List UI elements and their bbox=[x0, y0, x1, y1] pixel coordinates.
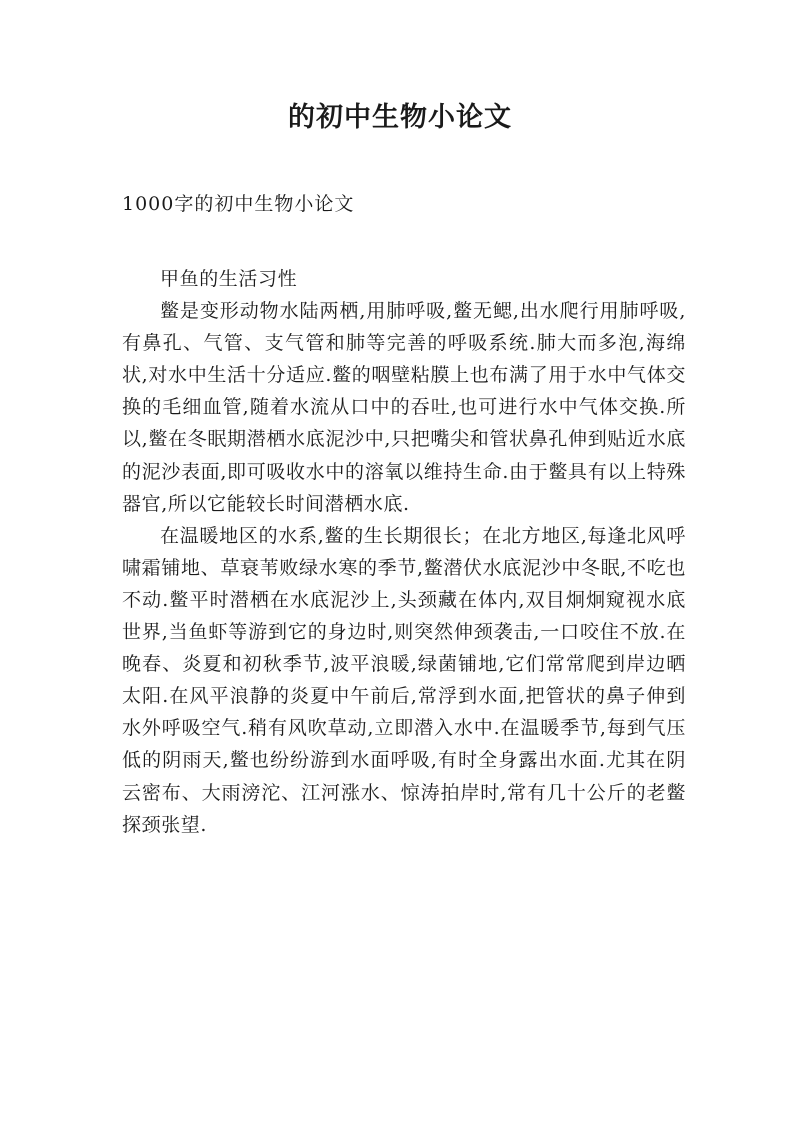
document-title: 的初中生物小论文 bbox=[288, 102, 512, 133]
document-body bbox=[122, 263, 686, 841]
paragraph-1: 鳖是变形动物水陆两栖,用肺呼吸,鳖无鳃,出水爬行用肺呼吸,有鼻孔、气管、支气管和肺等完善的呼吸系统.肺大而多泡,海绵状,对水中生活十分适应.鳖的咽壁粘膜上也布满了用于水中气体交换的毛细血管,随着水流从口中的吞吐,也可进行水中气体交换.所以,鳖在冬眠期潜栖水底泥沙中,只把嘴尖和管状鼻孔伸到贴近水底的泥沙表面,即可吸收水中的溶氧以维持生命.由于鳖具有以上特殊器官,所以它能较长时间潜栖水底. bbox=[122, 300, 686, 515]
document-subtitle: 1000字的初中生物小论文 bbox=[122, 193, 355, 215]
paragraph-2: 在温暖地区的水系,鳖的生长期很长；在北方地区,每逢北风呼啸霜铺地、草衰苇败绿水寒的季节,鳖潜伏水底泥沙中冬眠,不吃也不动.鳖平时潜栖在水底泥沙上,头颈藏在体内,双目炯炯窥视水底世界,当鱼虾等游到它的身边时,则突然伸颈袭击,一口咬住不放.在晚春、炎夏和初秋季节,波平浪暖,绿菌铺地,它们常常爬到岸边晒太阳.在风平浪静的炎夏中午前后,常浮到水面,把管状的鼻子伸到水外呼吸空气.稍有风吹草动,立即潜入水中.在温暖季节,每到气压低的阴雨天,鳖也纷纷游到水面呼吸,有时全身露出水面.尤其在阴云密布、大雨滂沱、江河涨水、惊涛拍岸时,常有几十公斤的老鳖探颈张望. bbox=[122, 524, 686, 836]
section-heading: 甲鱼的生活习性 bbox=[160, 268, 298, 290]
